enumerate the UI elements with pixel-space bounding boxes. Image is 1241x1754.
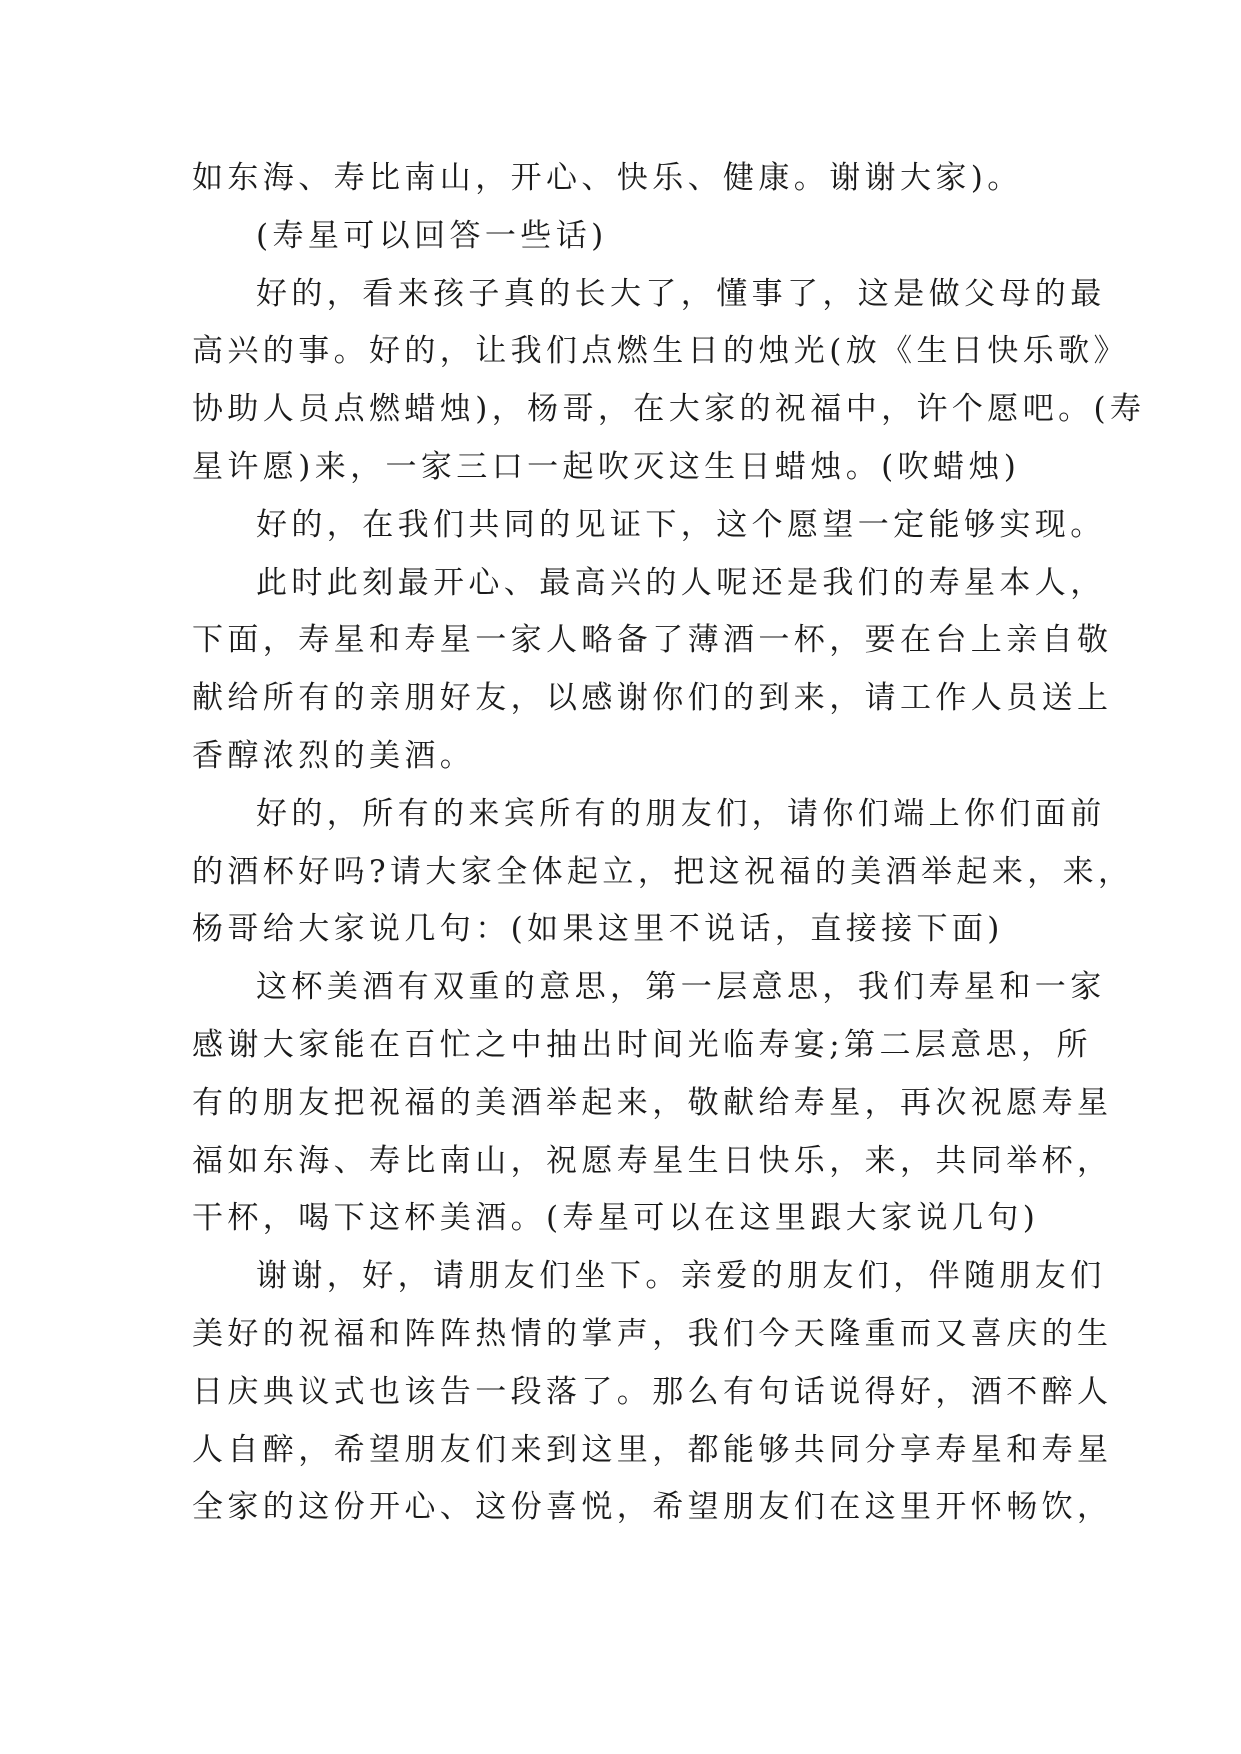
text-line: 此时此刻最开心、最高兴的人呢还是我们的寿星本人，: [256, 564, 1106, 601]
text-line: 高兴的事。好的，让我们点燃生日的烛光(放《生日快乐歌》: [192, 333, 1129, 370]
text-line: 下面，寿星和寿星一家人略备了薄酒一杯，要在台上亲自敬: [192, 622, 1113, 659]
text-line: 全家的这份开心、这份喜悦，希望朋友们在这里开怀畅饮，: [192, 1489, 1113, 1526]
text-line: 人自醉，希望朋友们来到这里，都能够共同分享寿星和寿星: [192, 1431, 1113, 1468]
text-line: 香醇浓烈的美酒。: [192, 737, 476, 774]
body-text: [192, 150, 1146, 1537]
text-line: 日庆典议式也该告一段落了。那么有句话说得好，酒不醉人: [192, 1373, 1113, 1410]
text-line: 干杯，喝下这杯美酒。(寿星可以在这里跟大家说几句): [192, 1200, 1040, 1237]
text-line: (寿星可以回答一些话): [256, 217, 608, 254]
text-line: 这杯美酒有双重的意思，第一层意思，我们寿星和一家: [256, 969, 1106, 1006]
text-line: 谢谢，好，请朋友们坐下。亲爱的朋友们，伴随朋友们: [256, 1258, 1106, 1295]
text-line: 美好的祝福和阵阵热情的掌声，我们今天隆重而又喜庆的生: [192, 1315, 1113, 1352]
text-line: 有的朋友把祝福的美酒举起来，敬献给寿星，再次祝愿寿星: [192, 1084, 1113, 1121]
text-line: 好的，所有的来宾所有的朋友们，请你们端上你们面前: [256, 795, 1106, 832]
text-line: 福如东海、寿比南山，祝愿寿星生日快乐，来，共同举杯，: [192, 1142, 1113, 1179]
text-line: 感谢大家能在百忙之中抽出时间光临寿宴;第二层意思，所: [192, 1026, 1092, 1063]
text-line: 星许愿)来，一家三口一起吹灭这生日蜡烛。(吹蜡烛): [192, 448, 1021, 485]
text-line: 献给所有的亲朋好友，以感谢你们的到来，请工作人员送上: [192, 680, 1113, 717]
text-line: 的酒杯好吗?请大家全体起立，把这祝福的美酒举起来，来，: [192, 853, 1134, 890]
text-line: 如东海、寿比南山，开心、快乐、健康。谢谢大家)。: [192, 160, 1023, 196]
text-line: 好的，在我们共同的见证下，这个愿望一定能够实现。: [256, 506, 1106, 543]
text-line: 协助人员点燃蜡烛)，杨哥，在大家的祝福中，许个愿吧。(寿: [192, 391, 1146, 428]
text-line: 好的，看来孩子真的长大了，懂事了，这是做父母的最: [256, 275, 1106, 312]
text-line: 杨哥给大家说几句：(如果这里不说话，直接接下面): [192, 911, 1004, 948]
